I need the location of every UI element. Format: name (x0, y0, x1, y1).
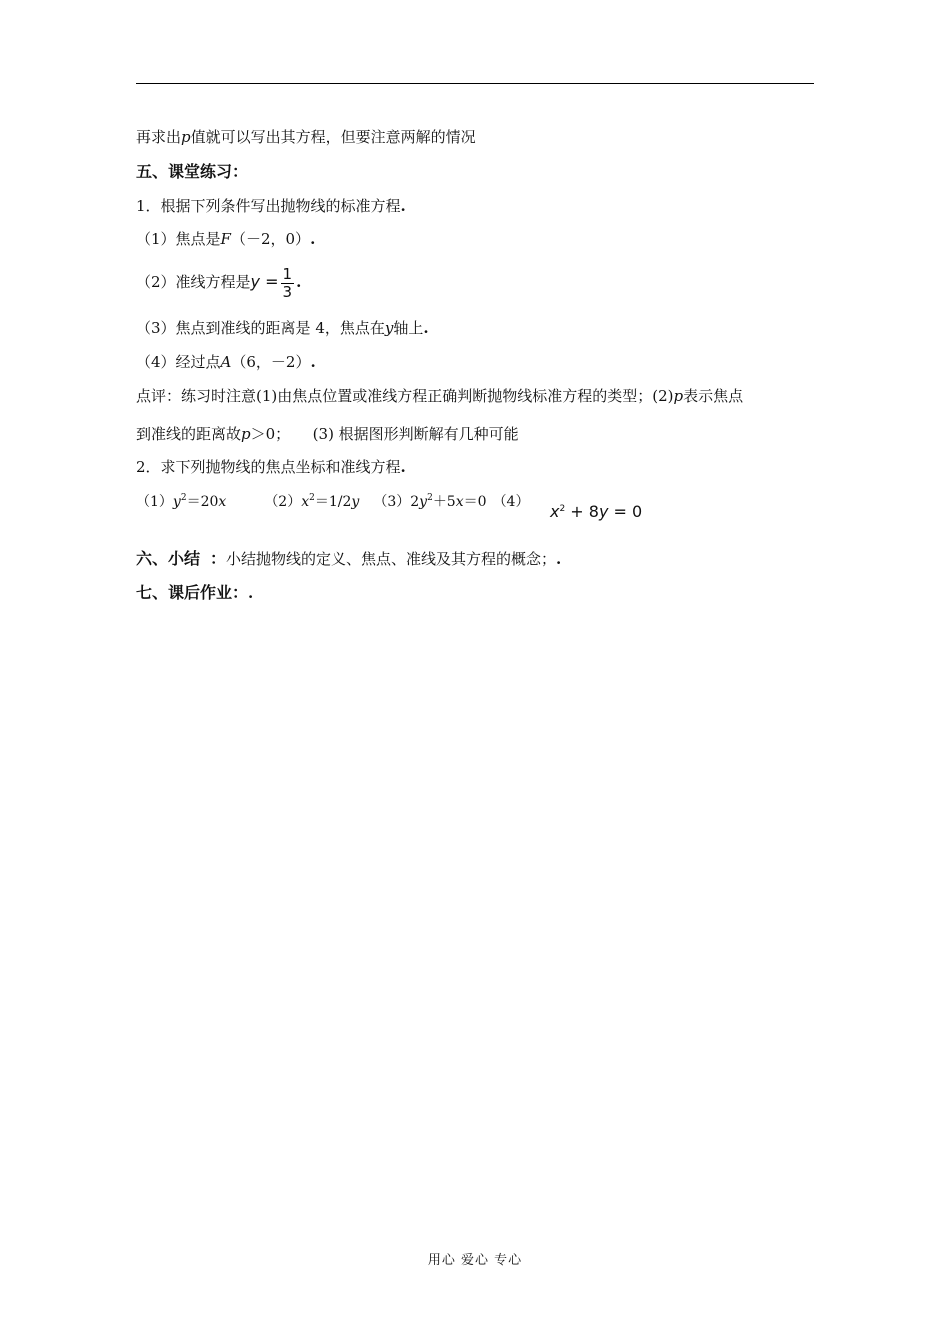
comment-text: 点评：练习时注意(1)由焦点位置或准线方程正确判断抛物线标准方程的类型；(2) (136, 387, 674, 405)
equation-text: ＝0 (463, 494, 487, 510)
item-text: （3）焦点到准线的距离是 4，焦点在 (136, 319, 385, 337)
variable-y: y (351, 494, 360, 510)
section-6-text: 小结抛物线的定义、焦点、准线及其方程的概念； (226, 550, 557, 568)
variable-y: y (250, 272, 261, 291)
period: . (296, 273, 302, 291)
comment-text: ＞0； (3) 根据图形判断解有几种可能 (250, 425, 519, 443)
question-2-title (136, 457, 406, 477)
equation-4 (550, 502, 642, 522)
variable-F: F (220, 230, 231, 248)
equation-text: ＝20 (186, 494, 219, 510)
item-text: （4）经过点 (136, 353, 221, 371)
period: . (310, 353, 316, 371)
equation-text: ＋5 (432, 494, 456, 510)
fraction-one-third (281, 266, 295, 301)
equals-sign: = (260, 272, 279, 291)
variable-x: x (301, 494, 310, 510)
intro-line (136, 127, 476, 147)
question-1-title (136, 196, 406, 216)
period: . (400, 458, 406, 476)
equation-4-label: （4） (492, 494, 530, 510)
question-1-item-3 (136, 318, 429, 338)
page-footer: 用心 爱心 专心 (427, 1253, 523, 1268)
exponent: 2 (559, 504, 566, 514)
exponent: 2 (180, 493, 187, 503)
section-7-line (136, 583, 253, 603)
item-text: （1）焦点是 (136, 230, 221, 248)
equation-label: （3）2 (373, 494, 420, 510)
item-text: （2）准线方程是 (136, 273, 251, 291)
period: . (248, 584, 254, 602)
period: . (400, 197, 406, 215)
item-text: （－2，0） (230, 230, 311, 248)
colon: ： (210, 549, 227, 568)
variable-p: p (241, 425, 251, 443)
section-5-heading: 五、课堂练习： (136, 162, 249, 181)
equation-1 (136, 494, 226, 510)
variable-A: A (220, 353, 232, 371)
exponent: 2 (427, 493, 433, 503)
period: . (556, 550, 562, 568)
equation-3 (373, 494, 486, 510)
question-1-item-1 (136, 229, 315, 249)
variable-y: y (384, 319, 394, 337)
item-text: （6，－2） (231, 353, 311, 371)
variable-x: x (550, 502, 560, 521)
period: . (423, 319, 429, 337)
variable-x: x (455, 494, 464, 510)
equation-2 (264, 494, 359, 510)
variable-p: p (673, 387, 684, 405)
period: . (310, 230, 316, 248)
comment-line-2 (136, 424, 519, 444)
question-2-text: 2．求下列抛物线的焦点坐标和准线方程 (136, 458, 401, 476)
variable-y: y (172, 494, 181, 510)
section-6-heading: 六、小结 (136, 549, 201, 568)
variable-x: x (218, 494, 227, 510)
comment-text: 到准线的距离故 (136, 425, 242, 443)
comment-line-1 (136, 386, 743, 406)
intro-text: 再求出 (136, 128, 182, 146)
header-rule (136, 83, 814, 84)
equation-text: = 0 (608, 502, 643, 521)
exponent: 2 (309, 493, 315, 503)
question-1-item-2 (136, 262, 301, 302)
item-text: 轴上 (393, 319, 424, 337)
section-7-heading: 七、课后作业： (136, 583, 249, 602)
question-1-item-4 (136, 352, 316, 372)
fraction-numerator: 1 (282, 264, 293, 283)
variable-p: p (181, 128, 191, 146)
variable-y: y (419, 494, 428, 510)
equation-label: （2） (264, 494, 302, 510)
variable-y: y (598, 502, 609, 521)
intro-text-rest: 值就可以写出其方程，但要注意两解的情况 (190, 128, 476, 146)
equation-text: ＝1/2 (314, 494, 352, 510)
fraction-denominator: 3 (282, 282, 293, 301)
question-2-equations (136, 492, 529, 512)
question-1-text: 1．根据下列条件写出抛物线的标准方程 (136, 197, 401, 215)
section-6-line (136, 549, 561, 569)
equation-text: + 8 (565, 502, 599, 521)
comment-text: 表示焦点 (683, 387, 744, 405)
equation-label: （1） (136, 494, 173, 510)
